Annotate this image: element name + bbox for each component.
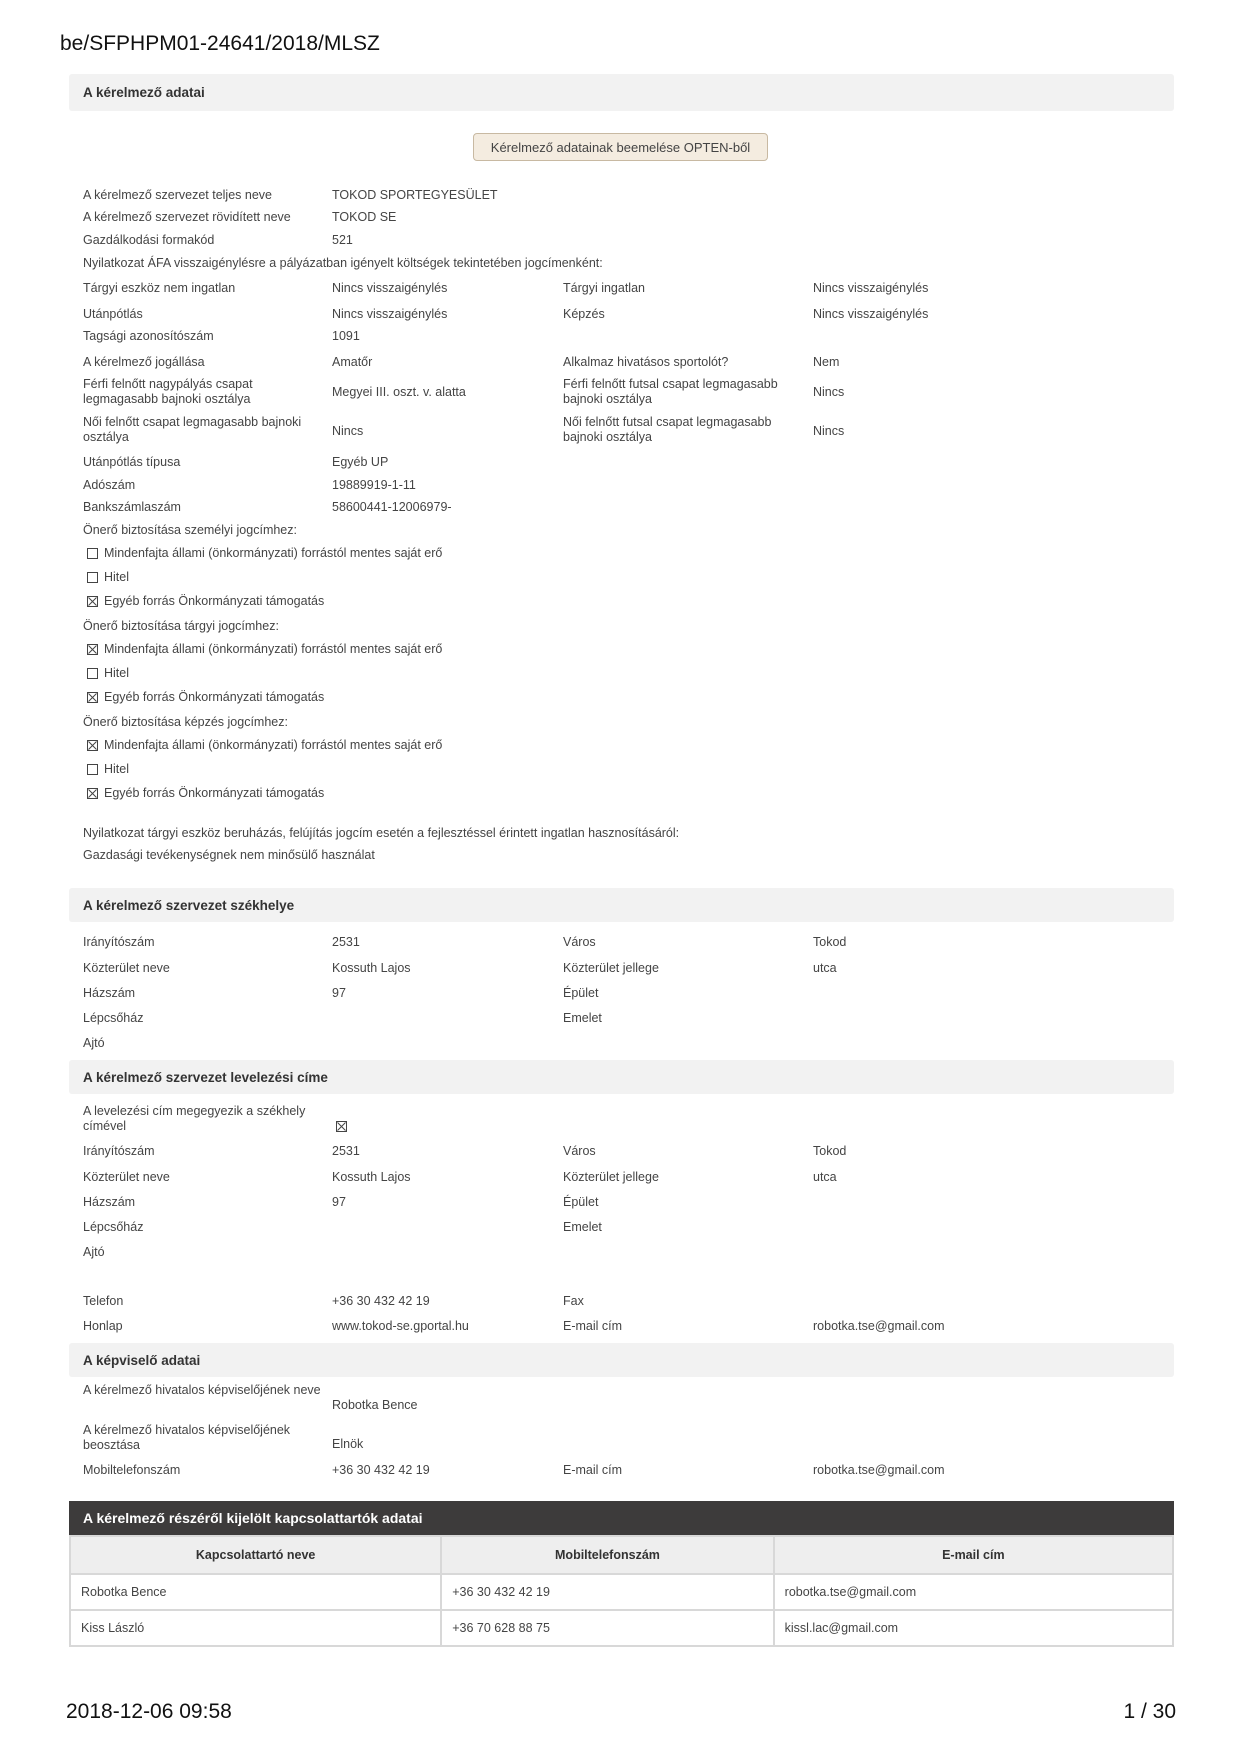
mail-zip-label: Irányítószám [83,1144,155,1158]
own-funds-option-label: Egyéb forrás Önkormányzati támogatás [104,690,325,704]
contact-mobile-cell: +36 70 628 88 75 [441,1610,773,1646]
checkbox-cross-icon [88,645,97,654]
member-id-value: 1091 [332,329,360,343]
column-header-mobile: Mobiltelefonszám [441,1536,773,1574]
footer-timestamp: 2018-12-06 09:58 [66,1700,232,1723]
pro-athlete-label: Alkalmaz hivatásos sportolót? [563,355,729,369]
pro-athlete-value: Nem [813,355,840,369]
youth-type-label: Utánpótlás típusa [83,455,181,469]
vat-row-value: Nincs visszaigénylés [813,281,929,295]
seat-street-type-label: Közterület jellege [563,961,659,975]
fax-label: Fax [563,1294,584,1308]
mail-street-type-value: utca [813,1170,837,1184]
short-name-value: TOKOD SE [332,210,397,224]
phone-value: +36 30 432 42 19 [332,1294,430,1308]
short-name-label: A kérelmező szervezet rövidített neve [83,210,291,224]
legal-status-value: Amatőr [332,355,373,369]
seat-building-label: Épület [563,986,599,1000]
vat-row-value: Nincs visszaigénylés [332,307,448,321]
mail-street-type-label: Közterület jellege [563,1170,659,1184]
usage-statement: Nyilatkozat tárgyi eszköz beruházás, felújítás jogcím esetén a fejlesztéssel érintett ingatlan hasznosításáról: [83,826,680,840]
mail-door-label: Ajtó [83,1245,105,1259]
own-funds-option-label: Egyéb forrás Önkormányzati támogatás [104,786,325,800]
contact-name-cell: Kiss László [70,1610,441,1646]
own-funds-checkbox[interactable] [87,668,98,679]
seat-street-value: Kossuth Lajos [332,961,411,975]
own-funds-title: Önerő biztosítása személyi jogcímhez: [83,523,297,537]
phone-label: Telefon [83,1294,124,1308]
usage-value: Gazdasági tevékenységnek nem minősülő használat [83,848,375,862]
email-label: E-mail cím [563,1319,623,1333]
seat-stair-label: Lépcsőház [83,1011,144,1025]
own-funds-option-label: Hitel [104,666,130,680]
seat-zip-label: Irányítószám [83,935,155,949]
full-name-label: A kérelmező szervezet teljes neve [83,188,272,202]
own-funds-option-label: Egyéb forrás Önkormányzati támogatás [104,594,325,608]
vat-row-label: Tárgyi ingatlan [563,281,645,295]
mail-stair-label: Lépcsőház [83,1220,144,1234]
mail-city-label: Város [563,1144,596,1158]
own-funds-checkbox[interactable] [87,788,98,799]
women-futsal-label: Női felnőtt futsal csapat legmagasabb bajnoki osztálya [563,415,772,444]
form-code-value: 521 [332,233,353,247]
table-row [70,1610,1173,1646]
checkbox-cross-icon [337,1122,346,1131]
seat-zip-value: 2531 [332,935,360,949]
mail-same-checkbox[interactable] [336,1121,347,1132]
contact-name-cell: Robotka Bence [70,1574,441,1610]
rep-mobile-label: Mobiltelefonszám [83,1463,181,1477]
checkbox-cross-icon [88,597,97,606]
contact-mobile-cell: +36 30 432 42 19 [441,1574,773,1610]
rep-email-value: robotka.tse@gmail.com [813,1463,945,1477]
own-funds-title: Önerő biztosítása képzés jogcímhez: [83,715,288,729]
own-funds-option-label: Mindenfajta állami (önkormányzati) forrástól mentes saját erő [104,738,443,752]
mail-house-label: Házszám [83,1195,136,1209]
tax-number-value: 19889919-1-11 [332,478,416,492]
own-funds-option-label: Hitel [104,570,130,584]
own-funds-checkbox[interactable] [87,548,98,559]
seat-house-label: Házszám [83,986,136,1000]
rep-position-label: A kérelmező hivatalos képviselőjének beosztása [83,1423,291,1452]
form-code-label: Gazdálkodási formakód [83,233,215,247]
section-header-applicant: A kérelmező adatai [69,74,1174,111]
seat-street-type-value: utca [813,961,837,975]
own-funds-option-label: Hitel [104,762,130,776]
vat-row-value: Nincs visszaigénylés [813,307,929,321]
men-field-value: Megyei III. oszt. v. alatta [332,385,466,399]
vat-row-label: Tárgyi eszköz nem ingatlan [83,281,236,295]
member-id-label: Tagsági azonosítószám [83,329,214,343]
rep-name-value: Robotka Bence [332,1398,418,1412]
rep-name-label: A kérelmező hivatalos képviselőjének neve [83,1383,321,1397]
checkbox-cross-icon [88,741,97,750]
youth-type-value: Egyéb UP [332,455,389,469]
seat-street-label: Közterület neve [83,961,170,975]
contact-email-cell: kissl.lac@gmail.com [774,1610,1173,1646]
own-funds-option-label: Mindenfajta állami (önkormányzati) forrástól mentes saját erő [104,642,443,656]
own-funds-checkbox[interactable] [87,692,98,703]
bank-account-label: Bankszámlaszám [83,500,181,514]
vat-row-label: Képzés [563,307,605,321]
own-funds-checkbox[interactable] [87,596,98,607]
section-header-contacts: A kérelmező részéről kijelölt kapcsolattartók adatai [69,1501,1174,1535]
own-funds-option-label: Mindenfajta állami (önkormányzati) forrástól mentes saját erő [104,546,443,560]
men-futsal-value: Nincs [813,385,845,399]
legal-status-label: A kérelmező jogállása [83,355,205,369]
vat-row-value: Nincs visszaigénylés [332,281,448,295]
rep-position-value: Elnök [332,1437,364,1451]
mail-city-value: Tokod [813,1144,847,1158]
mail-zip-value: 2531 [332,1144,360,1158]
column-header-name: Kapcsolattartó neve [70,1536,441,1574]
column-header-email: E-mail cím [774,1536,1173,1574]
opten-import-button[interactable]: Kérelmező adatainak beemelése OPTEN-ből [473,133,768,161]
footer-page-number: 1 / 30 [1123,1700,1176,1723]
rep-mobile-value: +36 30 432 42 19 [332,1463,430,1477]
mail-street-value: Kossuth Lajos [332,1170,411,1184]
bank-account-value: 58600441-12006979- [332,500,452,514]
vat-row-label: Utánpótlás [83,307,143,321]
mail-floor-label: Emelet [563,1220,602,1234]
own-funds-checkbox[interactable] [87,764,98,775]
women-field-value: Nincs [332,424,364,438]
mail-same-label: A levelezési cím megegyezik a székhely címével [83,1104,306,1133]
own-funds-checkbox[interactable] [87,740,98,751]
table-row [70,1574,1173,1610]
seat-floor-label: Emelet [563,1011,602,1025]
mail-street-label: Közterület neve [83,1170,170,1184]
seat-city-label: Város [563,935,596,949]
women-futsal-value: Nincs [813,424,845,438]
contacts-header-row [70,1536,1173,1574]
men-futsal-label: Férfi felnőtt futsal csapat legmagasabb bajnoki osztálya [563,377,778,406]
women-field-label: Női felnőtt csapat legmagasabb bajnoki osztálya [83,415,302,444]
checkbox-cross-icon [88,693,97,702]
mail-house-value: 97 [332,1195,346,1209]
tax-number-label: Adószám [83,478,136,492]
seat-door-label: Ajtó [83,1036,105,1050]
full-name-value: TOKOD SPORTEGYESÜLET [332,188,498,202]
rep-email-label: E-mail cím [563,1463,623,1477]
website-value: www.tokod-se.gportal.hu [332,1319,469,1333]
own-funds-title: Önerő biztosítása tárgyi jogcímhez: [83,619,279,633]
section-header-representative: A képviselő adatai [69,1343,1174,1377]
section-header-seat: A kérelmező szervezet székhelye [69,888,1174,922]
contact-email-cell: robotka.tse@gmail.com [774,1574,1173,1610]
own-funds-checkbox[interactable] [87,572,98,583]
document-id: be/SFPHPM01-24641/2018/MLSZ [60,32,380,55]
email-value: robotka.tse@gmail.com [813,1319,945,1333]
seat-house-value: 97 [332,986,346,1000]
checkbox-cross-icon [88,789,97,798]
men-field-label: Férfi felnőtt nagypályás csapat legmagasabb bajnoki osztálya [83,377,253,406]
seat-city-value: Tokod [813,935,847,949]
section-header-mail: A kérelmező szervezet levelezési címe [69,1060,1174,1094]
own-funds-checkbox[interactable] [87,644,98,655]
website-label: Honlap [83,1319,123,1333]
mail-building-label: Épület [563,1195,599,1209]
contacts-table [69,1535,1174,1647]
vat-statement: Nyilatkozat ÁFA visszaigénylésre a pályázatban igényelt költségek tekintetében jogcímenként: [83,256,603,270]
